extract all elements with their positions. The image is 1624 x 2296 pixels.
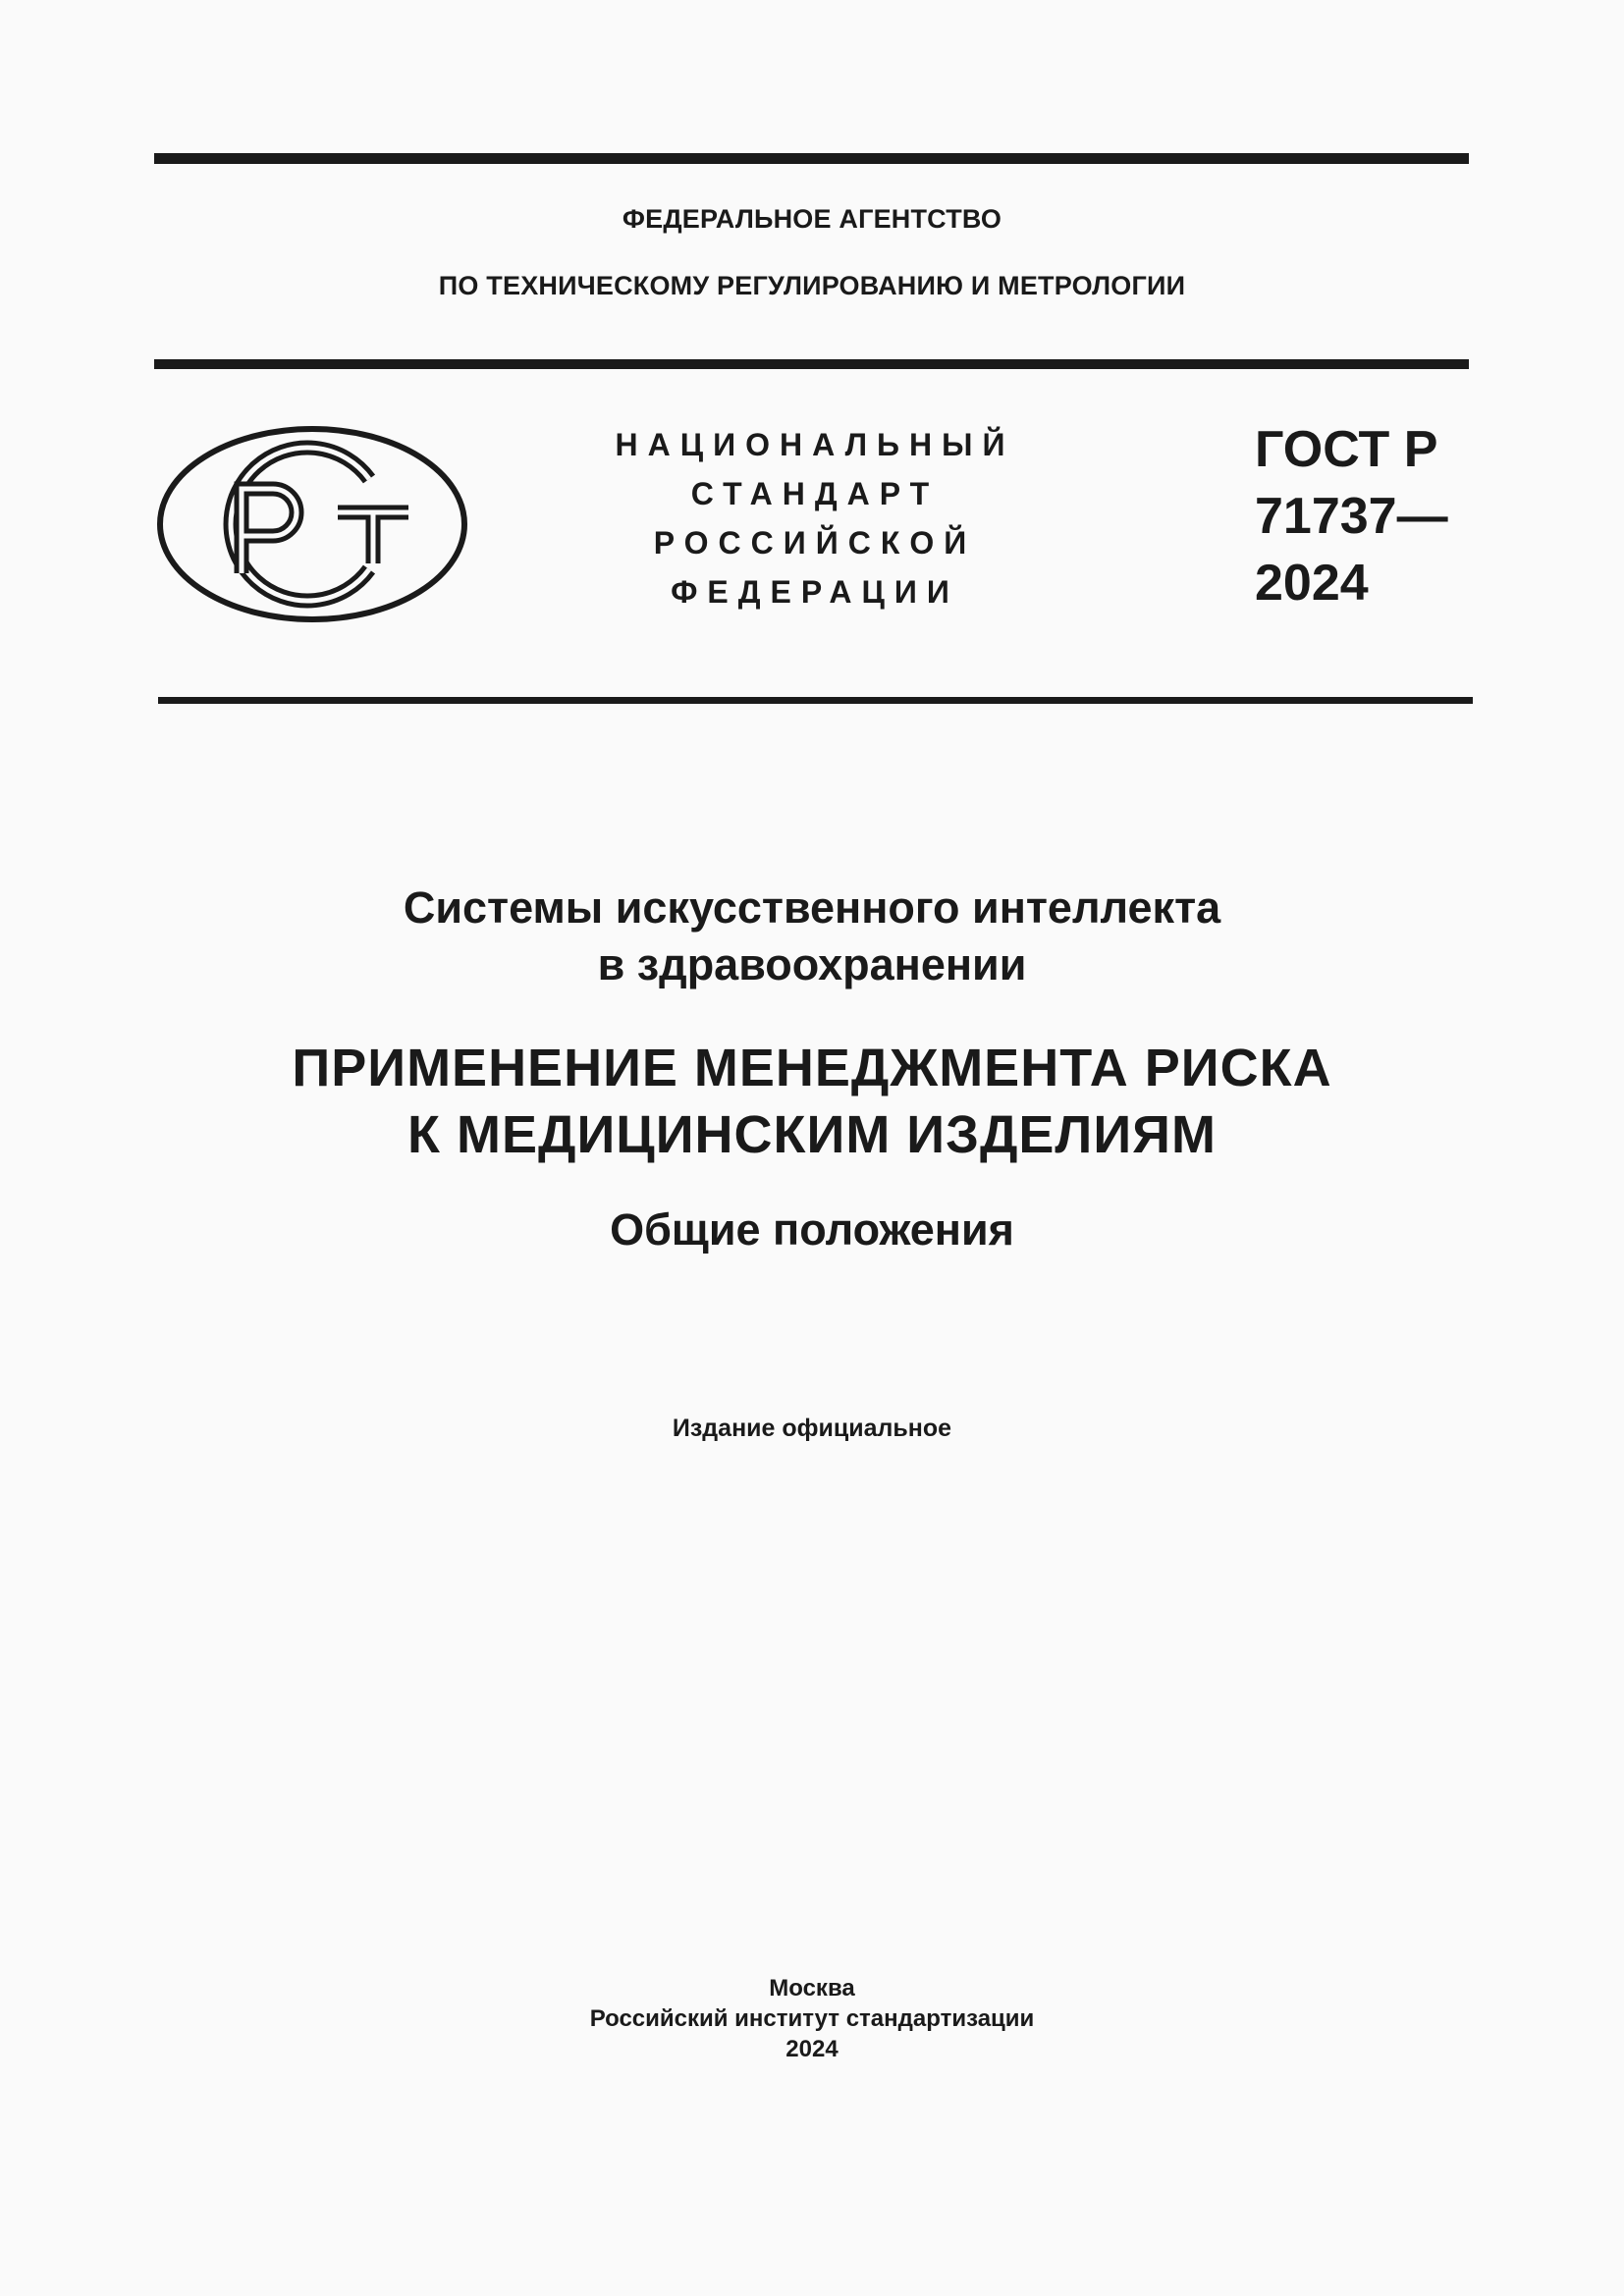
national-line: НАЦИОНАЛЬНЫЙ — [615, 427, 1015, 462]
rst-logo-icon — [155, 424, 469, 624]
imprint-year: 2024 — [785, 2036, 839, 2062]
standard-designation — [1255, 416, 1448, 616]
national-line: СТАНДАРТ — [690, 476, 940, 511]
agency-name-line2: ПО ТЕХНИЧЕСКОМУ РЕГУЛИРОВАНИЮ И МЕТРОЛОГИИ — [438, 271, 1186, 300]
subject-line1: Системы искусственного интеллекта — [403, 882, 1221, 933]
document-title — [0, 1035, 1624, 1168]
designation-line: 2024 — [1255, 555, 1369, 612]
subject-line2: в здравоохранении — [597, 939, 1027, 989]
imprint-publisher: Российский институт стандартизации — [589, 2005, 1035, 2032]
designation-line: 71737— — [1255, 488, 1448, 545]
national-standard-label — [589, 420, 1041, 616]
imprint-city: Москва — [769, 1975, 855, 2002]
document-subject — [0, 880, 1624, 993]
title-line1: ПРИМЕНЕНИЕ МЕНЕДЖМЕНТА РИСКА — [292, 1039, 1332, 1097]
national-line: РОССИЙСКОЙ — [653, 525, 977, 561]
national-line: ФЕДЕРАЦИИ — [671, 574, 959, 610]
edition-label: Издание официальное — [672, 1415, 952, 1442]
middle-rule — [154, 359, 1469, 369]
title-line2: К МЕДИЦИНСКИМ ИЗДЕЛИЯМ — [407, 1105, 1217, 1164]
designation-line: ГОСТ Р — [1255, 421, 1438, 478]
agency-name-line1: ФЕДЕРАЛЬНОЕ АГЕНТСТВО — [622, 204, 1002, 234]
top-rule — [154, 153, 1469, 164]
bottom-rule — [158, 697, 1473, 704]
document-subtitle: Общие положения — [610, 1204, 1014, 1255]
imprint — [0, 1973, 1624, 2064]
